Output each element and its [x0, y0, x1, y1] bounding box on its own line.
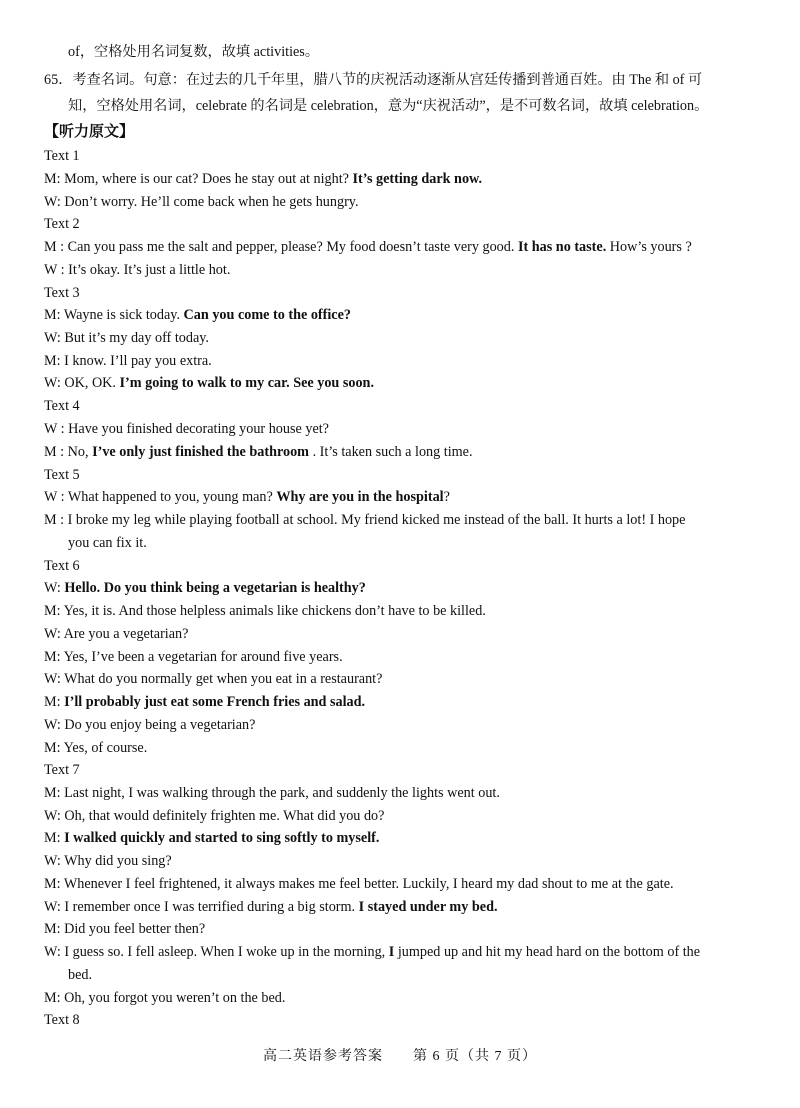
page-footer: 高二英语参考答案 第 6 页（共 7 页） — [263, 1049, 537, 1064]
text-3-line-4: W: OK, OK. I’m going to walk to my car. See you soon. — [44, 375, 374, 391]
text-6-line-7: W: Do you enjoy being a vegetarian? — [44, 717, 256, 733]
answer-64-continued: of，空格处用名词复数，故填 activities。 — [68, 44, 320, 60]
text-7-line-3: M: I walked quickly and started to sing softly to myself. — [44, 830, 380, 846]
text-2-line-2: W : It’s okay. It’s just a little hot. — [44, 262, 231, 278]
text-4-line-2: M : No, I’ve only just finished the bathroom . It’s taken such a long time. — [44, 444, 473, 460]
text-5-line-2: M : I broke my leg while playing football at school. My friend kicked me instead of the ball. It hurts a lot! I hope — [44, 512, 686, 528]
text-6-line-8: M: Yes, of course. — [44, 740, 148, 756]
answer-65-line1: 65．考查名词。句意：在过去的几千年里，腊八节的庆祝活动逐渐从宫廷传播到普通百姓。由 The 和 of 可 — [44, 72, 703, 88]
text-3-line-3: M: I know. I’ll pay you extra. — [44, 353, 212, 369]
text-6-line-2: M: Yes, it is. And those helpless animals like chickens don’t have to be killed. — [44, 603, 486, 619]
text-7-line-6: W: I remember once I was terrified during a big storm. I stayed under my bed. — [44, 899, 498, 915]
text-7-line-8: W: I guess so. I fell asleep. When I woke up in the morning, I jumped up and hit my head hard on the bottom of the — [44, 944, 701, 960]
text-6-line-3: W: Are you a vegetarian? — [44, 626, 189, 642]
text-6-label: Text 6 — [44, 558, 80, 574]
text-3-label: Text 3 — [44, 285, 80, 301]
text-3-line-1: M: Wayne is sick today. Can you come to the office? — [44, 307, 351, 323]
section-title: 【听力原文】 — [44, 124, 135, 140]
text-2-label: Text 2 — [44, 216, 80, 232]
text-7-line-2: W: Oh, that would definitely frighten me. What did you do? — [44, 808, 385, 824]
text-1-label: Text 1 — [44, 148, 80, 164]
text-7-line-7: M: Did you feel better then? — [44, 921, 206, 937]
text-6-line-1: W: Hello. Do you think being a vegetarian is healthy? — [44, 580, 366, 596]
text-4-line-1: W : Have you finished decorating your house yet? — [44, 421, 329, 437]
text-5-label: Text 5 — [44, 467, 80, 483]
text-7-line-10: M: Oh, you forgot you weren’t on the bed. — [44, 990, 286, 1006]
text-7-line-9: bed. — [68, 967, 93, 983]
text-6-line-4: M: Yes, I’ve been a vegetarian for around five years. — [44, 649, 343, 665]
text-1-line-2: W: Don’t worry. He’ll come back when he gets hungry. — [44, 194, 359, 210]
text-7-line-5: M: Whenever I feel frightened, it always makes me feel better. Luckily, I heard my dad shout to me at the gate. — [44, 876, 674, 892]
text-6-line-5: W: What do you normally get when you eat in a restaurant? — [44, 671, 383, 687]
text-4-label: Text 4 — [44, 398, 80, 414]
answer-65-line2: 知，空格处用名词，celebrate 的名词是 celebration，意为“庆祝活动”，是不可数名词，故填 celebration。 — [68, 98, 709, 114]
text-7-line-4: W: Why did you sing? — [44, 853, 172, 869]
text-8-label: Text 8 — [44, 1012, 80, 1028]
text-5-line-1: W : What happened to you, young man? Why are you in the hospital? — [44, 489, 450, 505]
text-7-line-1: M: Last night, I was walking through the park, and suddenly the lights went out. — [44, 785, 500, 801]
text-6-line-6: M: I’ll probably just eat some French fries and salad. — [44, 694, 366, 710]
text-1-line-1: M: Mom, where is our cat? Does he stay out at night? It’s getting dark now. — [44, 171, 483, 187]
text-2-line-1: M : Can you pass me the salt and pepper, please? My food doesn’t taste very good. It has no taste. How’s yours ? — [44, 239, 692, 255]
text-3-line-2: W: But it’s my day off today. — [44, 330, 209, 346]
text-7-label: Text 7 — [44, 762, 80, 778]
text-5-line-3: you can fix it. — [68, 535, 147, 551]
